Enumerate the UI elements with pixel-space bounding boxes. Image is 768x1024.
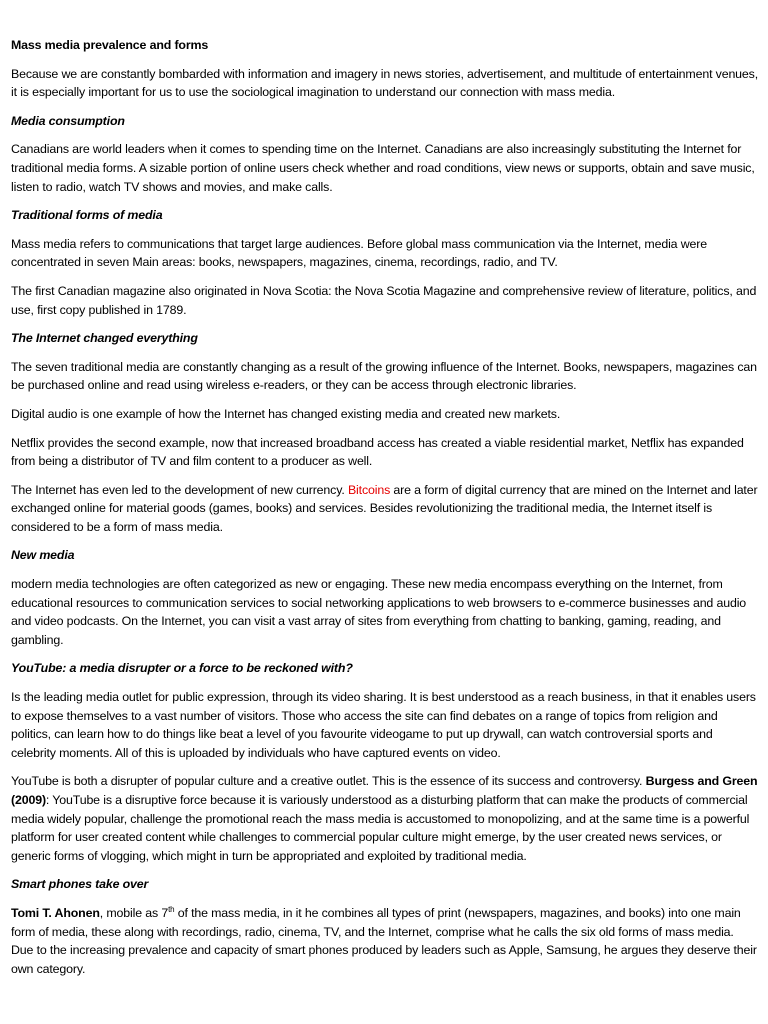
page-title: Mass media prevalence and forms bbox=[11, 38, 209, 52]
paragraph-smart-end: of the mass media, in it he combines all types of print (newspapers, magazines, and books) into one main form of media, these along with recordings, radio, cinema, TV, and the Internet, comprise what he calls the six old forms of mass media. Due to the increasing prevalence and capacity of smart phones produced by leaders such as Apple, Samsung, he argues they deserve their own category. bbox=[11, 905, 757, 976]
paragraph-youtube-2-start: YouTube is both a disrupter of popular culture and a creative outlet. This is the essence of its success and controversy. bbox=[11, 774, 646, 789]
heading-new-media: New media bbox=[11, 548, 75, 563]
paragraph-youtube-1: Is the leading media outlet for public expression, through its video sharing. It is best understood as a reach business, in that it enables users to expose themselves to a vast number of visitors. Those who access the site can find debates on a range of topics from religion and politics, can learn how to do things like beat a level of you favourite videogame to put up drywall, can watch controversial sports and celebrity moments. All of this is uploaded by individuals who have captured events on video. bbox=[11, 690, 756, 760]
paragraph-internet-1: The seven traditional media are constantly changing as a result of the growing influence of the Internet. Books, newspapers, magazines can be purchased online and read using wireless e-readers, or they can be access through electronic libraries. bbox=[11, 359, 757, 393]
intro-paragraph: Because we are constantly bombarded with information and imagery in news stories, advertisement, and multitude of entertainment venues, it is especially important for us to use the sociological imagination to understand our connection with mass media. bbox=[11, 66, 759, 100]
bitcoins-link[interactable]: Bitcoins bbox=[347, 482, 391, 497]
heading-smart-phones: Smart phones take over bbox=[11, 877, 149, 892]
paragraph-media-consumption: Canadians are world leaders when it comes to spending time on the Internet. Canadians are also increasingly substituting the Internet for traditional media forms. A sizable portion of online users check whether and road conditions, view news or supports, obtain and save music, listen to radio, watch TV shows and movies, and make calls. bbox=[11, 142, 755, 194]
paragraph-youtube-2-end: : YouTube is a disruptive force because it is variously understood as a disturbing platform that can make the products of commercial media widely popular, challenge the promotional reach the mass media is accustomed to monopolizing, and at the same time is a powerful platform for user created content while challenges to commercial popular culture might emerge, by the user created news services, or generic forms of vlogging, which might in turn be appropriated and exploited by traditional media. bbox=[11, 793, 750, 863]
paragraph-youtube-2 bbox=[11, 772, 758, 865]
paragraph-internet-4-end: are a form of digital currency that are mined on the Internet and later exchanged online for material goods (games, books) and services. Besides revolutionizing the traditional media, the Internet itself is considered to be a form of mass media. bbox=[11, 482, 758, 534]
paragraph-internet-4-start: The Internet has even led to the development of new currency. bbox=[11, 482, 348, 497]
paragraph-new-media: modern media technologies are often categorized as new or engaging. These new media encompass everything on the Internet, from educational resources to communication services to social networking applications to web browsers to e-commerce businesses and audio and video podcasts. On the Internet, you can visit a vast array of sites from everything from chatting to banking, gaming, reading, and gambling. bbox=[11, 577, 747, 647]
paragraph-smart-mid: , mobile as 7 bbox=[99, 905, 169, 920]
author-name: Tomi T. Ahonen bbox=[11, 905, 100, 920]
heading-media-consumption: Media consumption bbox=[11, 113, 125, 128]
paragraph-internet-3: Netflix provides the second example, now that increased broadband access has created a viable residential market, Netflix has expanded from being a distributor of TV and film content to a producer as well. bbox=[11, 435, 744, 469]
paragraph-smart-phones bbox=[11, 904, 758, 978]
paragraph-traditional-media-1: Mass media refers to communications that target large audiences. Before global mass communication via the Internet, media were concentrated in seven Main areas: books, newspapers, magazines, cinema, recordings, radio, and TV. bbox=[11, 236, 707, 270]
paragraph-internet-2: Digital audio is one example of how the Internet has changed existing media and created new markets. bbox=[11, 406, 561, 421]
paragraph-internet-4 bbox=[11, 481, 758, 537]
heading-internet-changed: The Internet changed everything bbox=[11, 331, 198, 346]
heading-youtube: YouTube: a media disrupter or a force to be reckoned with? bbox=[11, 661, 353, 676]
citation-burgess-green: Burgess and Green (2009) bbox=[11, 774, 758, 807]
ordinal-suffix: th bbox=[168, 904, 175, 914]
heading-traditional-media: Traditional forms of media bbox=[11, 208, 163, 223]
paragraph-traditional-media-2: The first Canadian magazine also originated in Nova Scotia: the Nova Scotia Magazine and comprehensive review of literature, politics, and use, first copy published in 1789. bbox=[11, 283, 757, 317]
